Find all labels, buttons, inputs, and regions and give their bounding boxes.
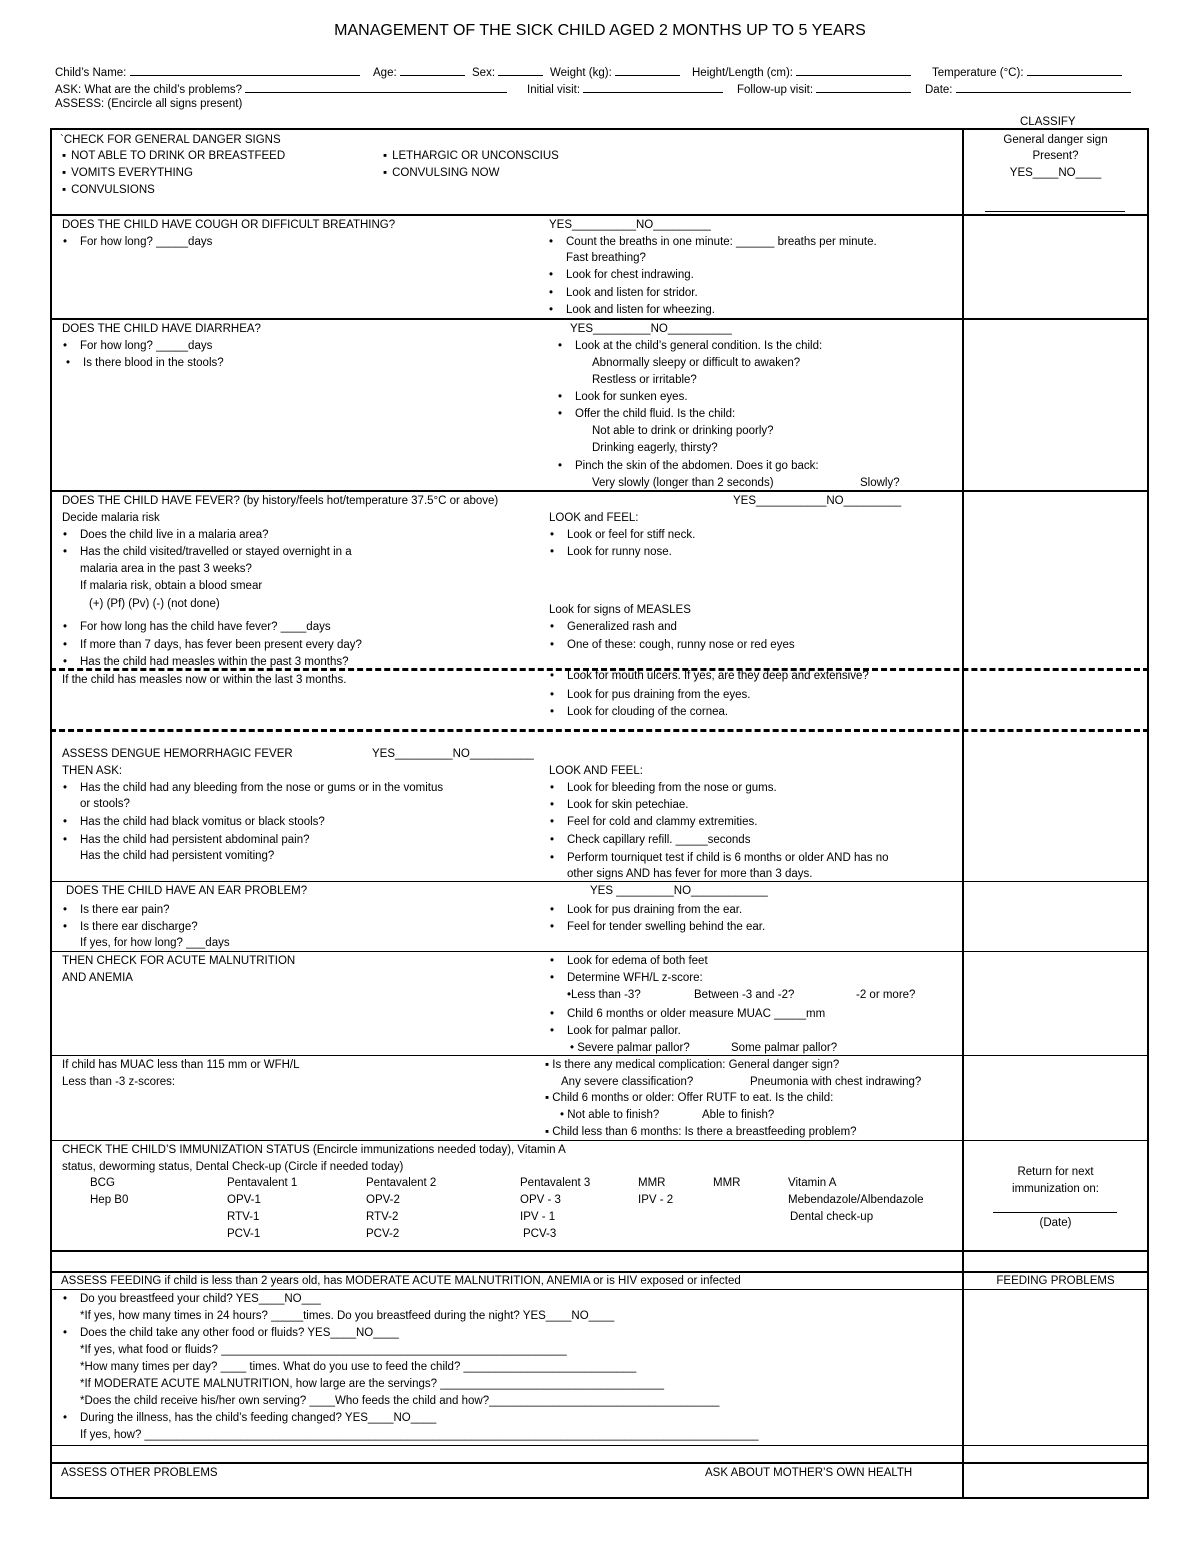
row-divider (50, 1289, 1149, 1290)
immunization-item[interactable]: PCV-3 (523, 1228, 557, 1240)
feeding-question[interactable]: *If yes, how many times in 24 hours? _____times. Do you breastfeed during the night? YES____NO____ (80, 1310, 615, 1322)
diarrhea-look-item[interactable]: • Pinch the skin of the abdomen. Does it go back: (575, 459, 819, 473)
row-divider (50, 1140, 1149, 1141)
return-date-label: (Date) (1039, 1217, 1072, 1229)
dengue-look-item[interactable]: • Perform tourniquet test if child is 6 months or older AND has no (567, 851, 889, 865)
cough-question[interactable]: • For how long? _____days (80, 235, 212, 249)
other-problems-label: ASSESS OTHER PROBLEMS (61, 1467, 218, 1479)
danger-sign-item[interactable]: ▪ LETHARGIC OR UNCONSCIUS (383, 149, 559, 163)
feeding-question[interactable]: • During the illness, has the child’s feeding changed? YES____NO____ (80, 1411, 436, 1425)
temperature-field[interactable] (1027, 64, 1122, 76)
danger-classify-label: General danger sign (1003, 134, 1108, 146)
height-label: Height/Length (cm): (692, 67, 793, 79)
ear-heading: DOES THE CHILD HAVE AN EAR PROBLEM? (66, 885, 308, 897)
diarrhea-question[interactable]: • For how long? _____days (80, 339, 212, 353)
danger-sign-item[interactable]: ▪ CONVULSING NOW (383, 166, 499, 180)
fever-question[interactable]: malaria area in the past 3 weeks? (80, 563, 252, 575)
immunization-item[interactable]: IPV - 2 (638, 1194, 674, 1206)
fever-look-item[interactable]: • Look for runny nose. (567, 545, 672, 559)
fever-yesno[interactable]: YES___________NO_________ (733, 495, 902, 507)
malaria-risk-label: Decide malaria risk (62, 512, 160, 524)
malnutrition-heading: AND ANEMIA (62, 972, 133, 984)
immunization-item[interactable]: Pentavalent 1 (227, 1177, 298, 1189)
muac-look-item[interactable]: ▪ Child less than 6 months: Is there a breastfeeding problem? (545, 1126, 857, 1138)
row-divider (50, 318, 1149, 320)
dengue-look-item[interactable]: • Look for bleeding from the nose or gums. (567, 781, 777, 795)
table-column-divider (962, 128, 964, 1498)
row-divider (50, 490, 1149, 492)
dengue-yesno[interactable]: YES_________NO__________ (372, 748, 534, 760)
feeding-question[interactable]: *Does the child receive his/her own serving? ____Who feeds the child and how?____________________________________ (80, 1395, 720, 1407)
ear-question[interactable]: If yes, for how long? ___days (80, 937, 230, 949)
measles-look-item[interactable]: • Look for clouding of the cornea. (567, 705, 728, 719)
muac-condition: Less than -3 z-scores: (62, 1076, 176, 1088)
diarrhea-yesno[interactable]: YES_________NO__________ (570, 323, 732, 335)
diarrhea-look-item[interactable]: • Look for sunken eyes. (575, 390, 688, 404)
feeding-question[interactable]: *If yes, what food or fluids? ______________________________________________________ (80, 1344, 567, 1356)
row-divider (50, 1271, 1149, 1273)
fever-question[interactable]: • Has the child visited/travelled or stayed overnight in a (80, 545, 352, 559)
muac-look-item[interactable]: Any severe classification? (561, 1076, 694, 1088)
ear-look-item[interactable]: • Feel for tender swelling behind the ear. (567, 920, 765, 934)
weight-field[interactable] (615, 64, 680, 76)
immunization-item[interactable]: Vitamin A (788, 1177, 837, 1189)
measles-condition: If the child has measles now or within the last 3 months. (62, 674, 347, 686)
followup-visit-label: Follow-up visit: (737, 84, 814, 96)
dengue-question[interactable]: • Has the child had persistent abdominal pain? (80, 833, 310, 847)
sex-label: Sex: (472, 67, 496, 79)
row-divider (50, 128, 1149, 130)
dengue-look-item[interactable]: • Check capillary refill. _____seconds (567, 833, 750, 847)
measles-signs-label: Look for signs of MEASLES (549, 604, 691, 616)
malnutrition-heading: THEN CHECK FOR ACUTE MALNUTRITION (62, 955, 296, 967)
ear-yesno[interactable]: YES _________NO____________ (590, 885, 768, 897)
immunization-item[interactable]: Mebendazole/Albendazole (788, 1194, 924, 1206)
row-divider (50, 1462, 1149, 1464)
immunization-item[interactable]: Pentavalent 2 (366, 1177, 437, 1189)
cough-look-item[interactable]: • Look and listen for wheezing. (566, 303, 715, 317)
measles-look-item[interactable]: • Look for mouth ulcers. If yes, are they deep and extensive? (567, 669, 869, 683)
fever-lookfeel-label: LOOK and FEEL: (549, 512, 639, 524)
zscore-option[interactable]: Between -3 and -2? (694, 989, 795, 1001)
age-field[interactable] (400, 64, 465, 76)
table-bottom-border (50, 1497, 1149, 1499)
malnutrition-look-item[interactable]: • Child 6 months or older measure MUAC _____mm (567, 1007, 825, 1021)
initial-visit-field[interactable] (583, 81, 723, 93)
mother-health-label: ASK ABOUT MOTHER’S OWN HEALTH (705, 1467, 913, 1479)
diarrhea-look-item[interactable]: • Offer the child fluid. Is the child: (575, 407, 735, 421)
feeding-question[interactable]: • Do you breastfeed your child? YES____NO___ (80, 1292, 321, 1306)
row-divider (50, 1250, 1149, 1252)
ear-question[interactable]: • Is there ear discharge? (80, 920, 198, 934)
sex-field[interactable] (498, 64, 543, 76)
danger-sign-item[interactable]: ▪ VOMITS EVERYTHING (62, 166, 193, 180)
malnutrition-look-item[interactable]: • Determine WFH/L z-score: (567, 971, 703, 985)
fever-question[interactable]: • If more than 7 days, has fever been present every day? (80, 638, 362, 652)
fever-question[interactable]: • For how long has the child have fever? ____days (80, 620, 331, 634)
child-name-field[interactable] (130, 64, 360, 76)
feeding-question[interactable]: If yes, how? ________________________________________________________________________________________________ (80, 1429, 759, 1441)
muac-look-item[interactable]: ▪ Is there any medical complication: General danger sign? (545, 1059, 840, 1071)
row-divider (50, 1055, 1149, 1056)
danger-sign-item[interactable]: ▪ NOT ABLE TO DRINK OR BREASTFEED (62, 149, 285, 163)
diarrhea-look-item[interactable]: Restless or irritable? (592, 374, 697, 386)
date-label: Date: (925, 84, 953, 96)
malnutrition-look-item[interactable]: • Look for palmar pallor. (567, 1024, 681, 1038)
feeding-question[interactable]: *How many times per day? ____ times. What do you use to feed the child? ___________________________ (80, 1361, 637, 1373)
initial-visit-label: Initial visit: (527, 84, 581, 96)
fever-look-item[interactable]: • Look or feel for stiff neck. (567, 528, 695, 542)
row-divider (50, 881, 1149, 882)
dengue-look-item[interactable]: • Feel for cold and clammy extremities. (567, 815, 757, 829)
cough-heading: DOES THE CHILD HAVE COUGH OR DIFFICULT BREATHING? (62, 219, 396, 231)
muac-look-item[interactable]: • Not able to finish? (560, 1109, 660, 1121)
pallor-option[interactable]: Some palmar pallor? (731, 1042, 838, 1054)
classify-heading: CLASSIFY (1020, 116, 1076, 128)
row-divider (50, 951, 1149, 952)
danger-heading: `CHECK FOR GENERAL DANGER SIGNS (60, 134, 281, 146)
assess-instruction: ASSESS: (Encircle all signs present) (55, 98, 243, 110)
fever-look-item[interactable]: • One of these: cough, runny nose or red eyes (567, 638, 795, 652)
ask-problems-field[interactable] (245, 81, 507, 93)
diarrhea-look-item[interactable]: Drinking eagerly, thirsty? (592, 442, 718, 454)
return-label: Return for next (1017, 1166, 1094, 1178)
muac-look-item[interactable]: ▪ Child 6 months or older: Offer RUTF to eat. Is the child: (545, 1092, 834, 1104)
zscore-option[interactable]: -2 or more? (856, 989, 916, 1001)
feeding-problems-heading: FEEDING PROBLEMS (996, 1275, 1115, 1287)
immunization-item[interactable]: RTV-2 (366, 1211, 399, 1223)
return-date-field[interactable] (993, 1212, 1117, 1213)
danger-sign-item[interactable]: ▪ CONVULSIONS (62, 183, 155, 197)
cough-look-item[interactable]: • Count the breaths in one minute: ______ breaths per minute. (566, 235, 877, 249)
immunization-item[interactable]: Pentavalent 3 (520, 1177, 591, 1189)
table-left-border (50, 128, 52, 1498)
danger-classify-label: Present? (1032, 150, 1079, 162)
pallor-option[interactable]: • Severe palmar pallor? (570, 1042, 690, 1054)
feeding-heading: ASSESS FEEDING if child is less than 2 years old, has MODERATE ACUTE MALNUTRITION, ANEMIA or is HIV exposed or infected (61, 1275, 741, 1287)
ear-look-item[interactable]: • Look for pus draining from the ear. (567, 903, 742, 917)
row-divider (50, 1445, 1149, 1446)
diarrhea-look-item[interactable]: Very slowly (longer than 2 seconds) (592, 477, 774, 489)
malnutrition-look-item[interactable]: • Look for edema of both feet (567, 954, 708, 968)
return-label: immunization on: (1012, 1183, 1099, 1195)
diarrhea-look-item[interactable]: Slowly? (860, 477, 900, 489)
zscore-option[interactable]: •Less than -3? (567, 989, 641, 1001)
cough-look-item[interactable]: • Look for chest indrawing. (566, 268, 694, 282)
ear-question[interactable]: • Is there ear pain? (80, 903, 170, 917)
date-field[interactable] (956, 81, 1131, 93)
dengue-then-ask: THEN ASK: (62, 765, 123, 777)
measles-look-item[interactable]: • Look for pus draining from the eyes. (567, 688, 750, 702)
page-title: MANAGEMENT OF THE SICK CHILD AGED 2 MONTHS UP TO 5 YEARS (334, 22, 866, 39)
fever-question[interactable]: • Has the child had measles within the past 3 months? (80, 655, 348, 669)
cough-look-item[interactable]: Fast breathing? (566, 252, 646, 264)
immunization-heading: status, deworming status, Dental Check-up (Circle if needed today) (62, 1161, 404, 1173)
immunization-item[interactable]: PCV-2 (366, 1228, 400, 1240)
fever-heading: DOES THE CHILD HAVE FEVER? (by history/feels hot/temperature 37.5°C or above) (62, 495, 499, 507)
dengue-look-item[interactable]: • Look for skin petechiae. (567, 798, 688, 812)
dengue-heading: ASSESS DENGUE HEMORRHAGIC FEVER (62, 748, 293, 760)
temperature-label: Temperature (°C): (932, 67, 1024, 79)
diarrhea-look-item[interactable]: • Look at the child’s general condition. Is the child: (575, 339, 822, 353)
muac-look-item[interactable]: Pneumonia with chest indrawing? (750, 1076, 922, 1088)
table-right-border (1147, 128, 1149, 1498)
dengue-question[interactable]: • Has the child had black vomitus or black stools? (80, 815, 325, 829)
height-field[interactable] (796, 64, 911, 76)
immunization-item[interactable]: MMR (638, 1177, 666, 1189)
dengue-question[interactable]: • Has the child had any bleeding from the nose or gums or in the vomitus (80, 781, 443, 795)
immunization-heading: CHECK THE CHILD’S IMMUNIZATION STATUS (Encircle immunizations needed today), Vitamin A (62, 1144, 566, 1156)
dengue-look-item[interactable]: other signs AND has fever for more than 3 days. (567, 868, 813, 880)
fever-question[interactable]: • Does the child live in a malaria area? (80, 528, 269, 542)
dengue-question[interactable]: or stools? (80, 798, 130, 810)
immunization-item[interactable]: MMR (713, 1177, 741, 1189)
fever-question[interactable]: If malaria risk, obtain a blood smear (80, 580, 263, 592)
row-divider (50, 214, 1149, 216)
diarrhea-look-item[interactable]: Not able to drink or drinking poorly? (592, 425, 774, 437)
cough-look-item[interactable]: • Look and listen for stridor. (566, 286, 698, 300)
diarrhea-look-item[interactable]: Abnormally sleepy or difficult to awaken? (592, 357, 801, 369)
immunization-item[interactable]: OPV - 3 (520, 1194, 561, 1206)
immunization-item[interactable]: Hep B0 (90, 1194, 129, 1206)
immunization-item[interactable]: OPV-2 (366, 1194, 400, 1206)
classify-signature-line (985, 211, 1125, 212)
diarrhea-question[interactable]: • Is there blood in the stools? (83, 356, 224, 370)
immunization-item[interactable]: Dental check-up (790, 1211, 874, 1223)
immunization-item[interactable]: PCV-1 (227, 1228, 261, 1240)
row-divider-dashed (50, 729, 1149, 732)
immunization-item[interactable]: IPV - 1 (520, 1211, 556, 1223)
child-name-label: Child’s Name: (55, 67, 127, 79)
muac-condition: If child has MUAC less than 115 mm or WFH/L (62, 1059, 300, 1071)
immunization-item[interactable]: RTV-1 (227, 1211, 260, 1223)
cough-yesno[interactable]: YES__________NO_________ (549, 219, 711, 231)
followup-visit-field[interactable] (816, 81, 911, 93)
ask-problems-label: ASK: What are the child’s problems? (55, 84, 243, 96)
feeding-question[interactable]: *If MODERATE ACUTE MALNUTRITION, how large are the servings? ___________________________________ (80, 1378, 665, 1390)
danger-classify-yesno[interactable]: YES____NO____ (1009, 167, 1102, 179)
feeding-question[interactable]: • Does the child take any other food or fluids? YES____NO____ (80, 1326, 399, 1340)
dengue-question[interactable]: Has the child had persistent vomiting? (80, 850, 275, 862)
age-label: Age: (373, 67, 397, 79)
weight-label: Weight (kg): (550, 67, 612, 79)
dengue-lookfeel-label: LOOK AND FEEL: (549, 765, 643, 777)
diarrhea-heading: DOES THE CHILD HAVE DIARRHEA? (62, 323, 261, 335)
immunization-item[interactable]: OPV-1 (227, 1194, 261, 1206)
blood-smear-options[interactable]: (+) (Pf) (Pv) (-) (not done) (89, 598, 220, 610)
muac-look-item[interactable]: Able to finish? (702, 1109, 775, 1121)
fever-look-item[interactable]: • Generalized rash and (567, 620, 677, 634)
immunization-item[interactable]: BCG (90, 1177, 115, 1189)
